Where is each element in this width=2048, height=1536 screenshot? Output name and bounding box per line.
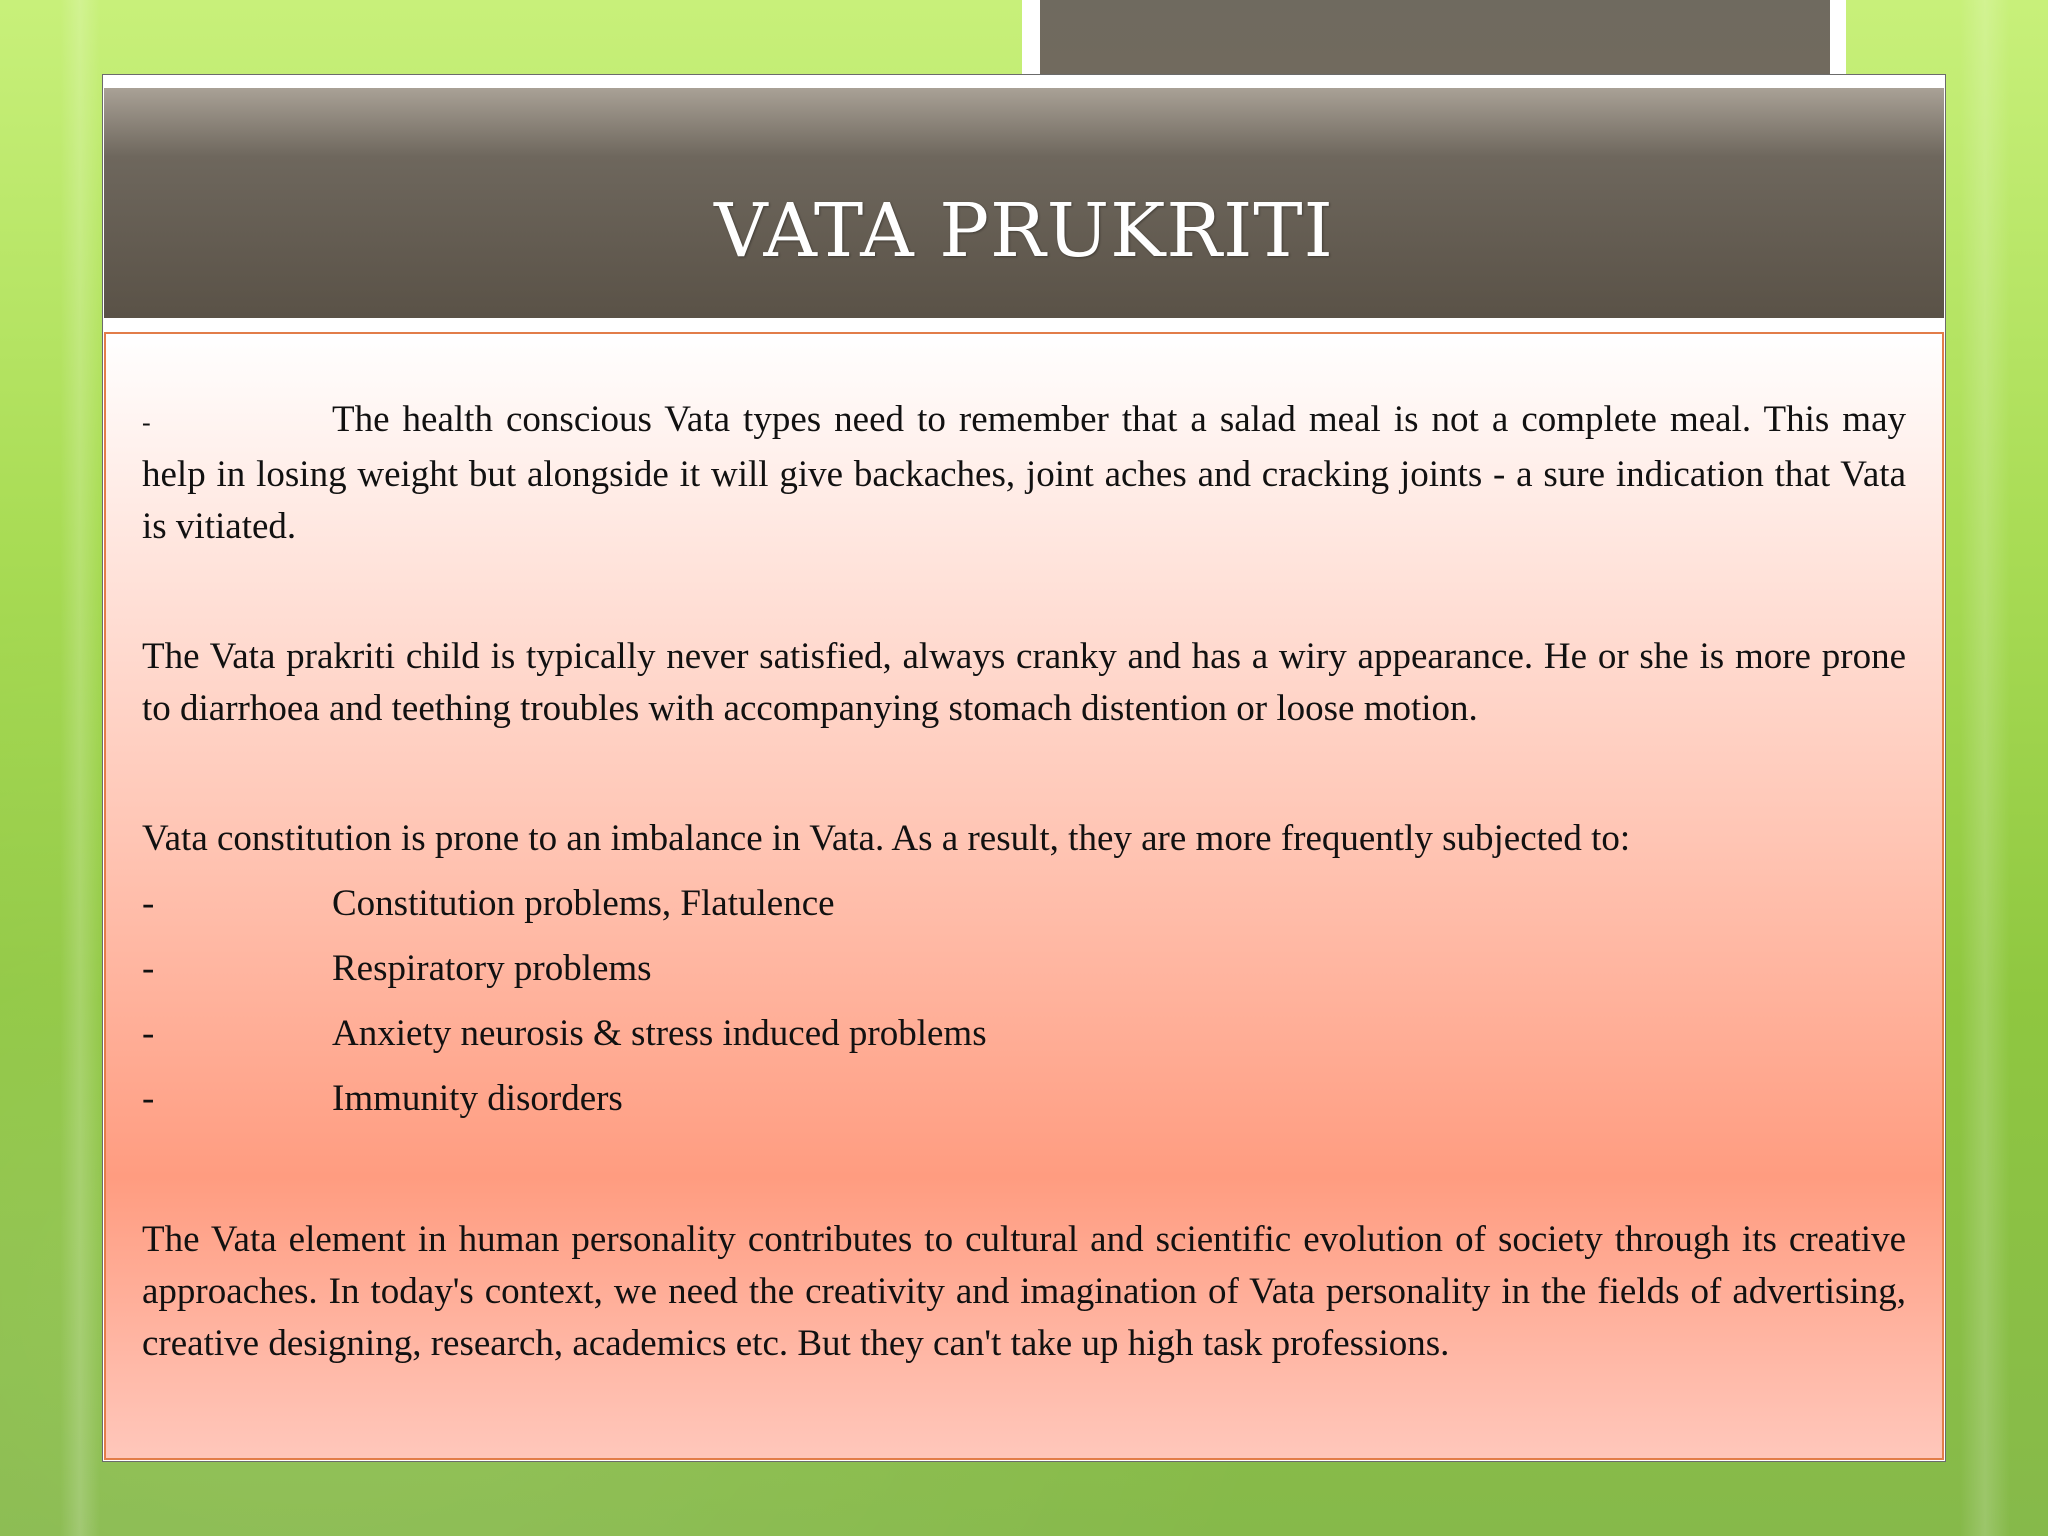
spacer	[142, 735, 1906, 813]
slide-title: VATA PRUKRITI	[714, 188, 1334, 274]
paragraph-constitution: Vata constitution is prone to an imbalance in Vata. As a result, they are more frequently subjected to:	[142, 818, 1631, 859]
paragraph-salad-text: The health conscious Vata types need to remember that a salad meal is not a complete meal. This may help in losing weight but alongside it will give backaches, joint aches and cracking joints - a sure indication that Vata is vitiated.	[142, 399, 1906, 547]
bullet-dash: -	[142, 948, 155, 989]
list-item-text: Constitution problems, Flatulence	[332, 883, 835, 924]
list-item-text: Respiratory problems	[332, 948, 652, 989]
content-box	[104, 332, 1944, 1460]
list-item	[142, 1008, 1906, 1073]
paragraph-salad	[142, 394, 1906, 553]
paragraph-child: The Vata prakriti child is typically never satisfied, always cranky and has a wiry appearance. He or she is more prone to diarrhoea and teething troubles with accompanying stomach distention or loose motion.	[142, 636, 1906, 729]
bullet-dash: -	[142, 1013, 155, 1054]
bullet-dash: -	[142, 408, 151, 437]
bullet-dash: -	[142, 883, 155, 924]
bullet-dash: -	[142, 1078, 155, 1119]
background-stripe	[1960, 0, 2010, 1536]
list-item	[142, 943, 1906, 1008]
title-bar	[104, 88, 1944, 318]
list-item	[142, 1073, 1906, 1138]
spacer	[142, 1138, 1906, 1214]
background-stripe	[60, 0, 100, 1536]
list-item	[142, 878, 1906, 943]
list-item-text: Immunity disorders	[332, 1078, 623, 1119]
list-item-text: Anxiety neurosis & stress induced problems	[332, 1013, 987, 1054]
spacer	[142, 553, 1906, 631]
paragraph-personality: The Vata element in human personality contributes to cultural and scientific evolution of society through its creative approaches. In today's context, we need the creativity and imagination of Vata personality in the fields of advertising, creative designing, research, academics etc. But they can't take up high task professions.	[142, 1219, 1906, 1364]
